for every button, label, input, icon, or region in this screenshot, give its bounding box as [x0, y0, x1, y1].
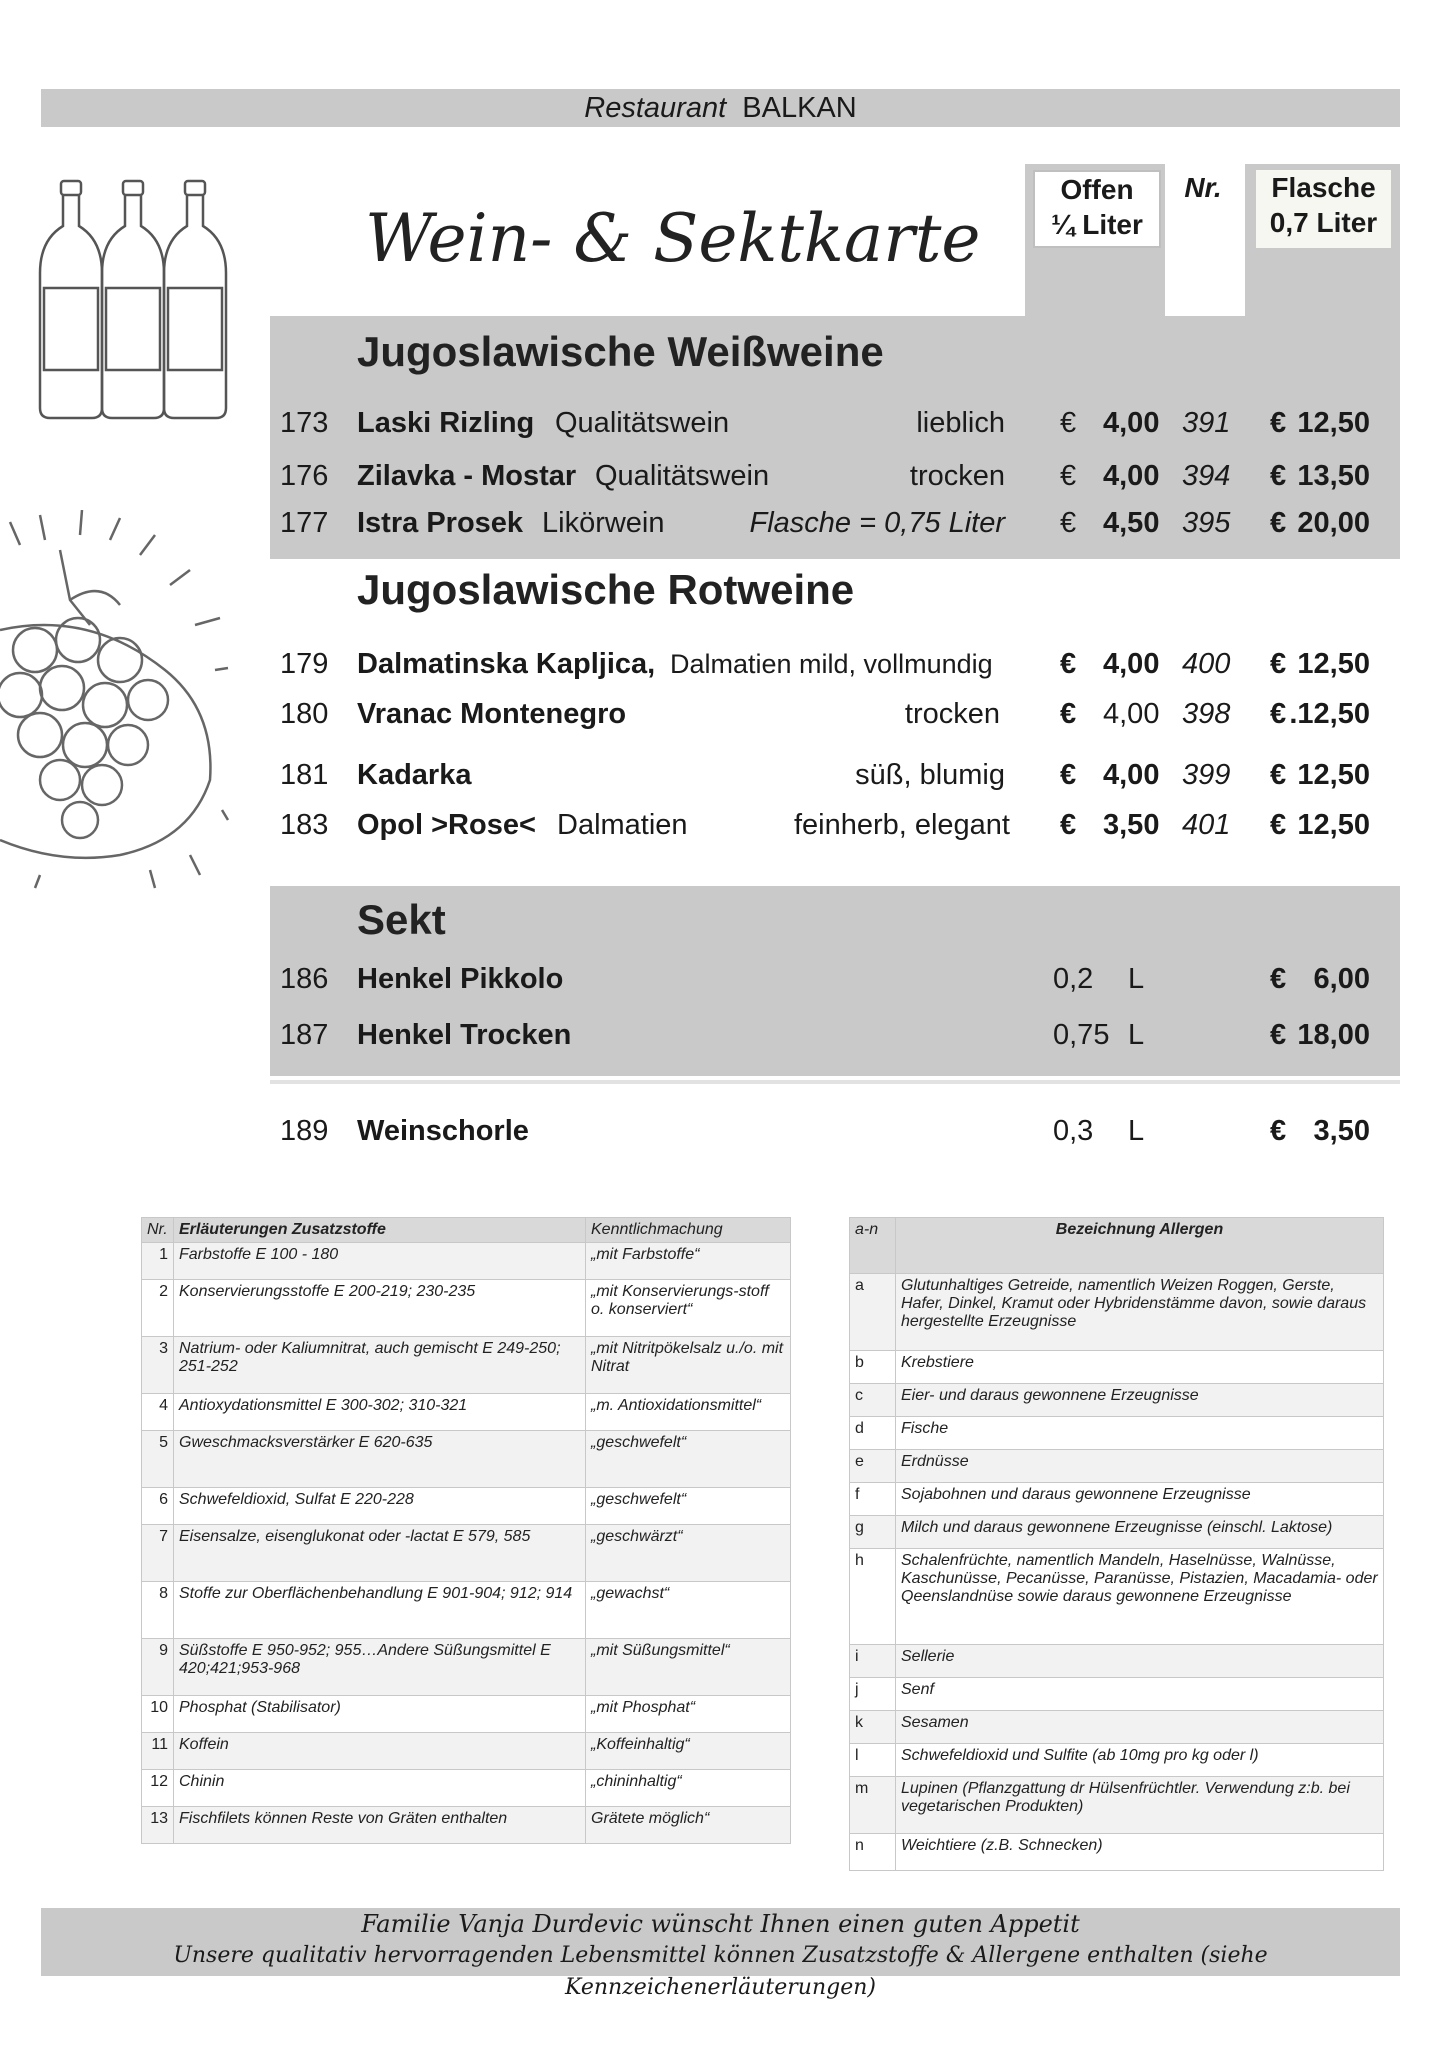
table-row: [142, 1431, 791, 1488]
additive-nr: 2: [142, 1280, 174, 1337]
wine-attribute: süß, blumig: [855, 759, 1005, 791]
table-row: [850, 1777, 1384, 1834]
allergen-desc: Schwefeldioxid und Sulfite (ab 10mg pro kg oder l): [896, 1744, 1384, 1777]
euro-sign: €: [1060, 460, 1077, 492]
sekt-number: 186: [280, 963, 329, 995]
euro-sign: €: [1060, 507, 1077, 539]
table-row: [850, 1351, 1384, 1384]
schorle-name: Weinschorle: [357, 1115, 529, 1147]
price-open: 4,00: [1103, 460, 1160, 492]
additives-head-nr: Nr.: [142, 1218, 174, 1243]
wine-number: 177: [280, 507, 329, 539]
additives-table: [141, 1217, 791, 1844]
wine-description: Qualitätswein: [595, 460, 770, 492]
euro-sign: €: [1270, 507, 1287, 539]
sekt-row: [270, 955, 1400, 1003]
sekt-number: 187: [280, 1019, 329, 1051]
price-bottle: 12,50: [1297, 407, 1370, 439]
wine-description: Dalmatien: [557, 809, 688, 841]
euro-sign: €: [1060, 759, 1077, 791]
additive-desc: Fischfilets können Reste von Gräten enthalten: [174, 1807, 586, 1844]
price-open: 4,50: [1103, 507, 1160, 539]
wine-attribute: trocken: [909, 460, 1005, 492]
wine-number: 181: [280, 759, 329, 791]
additive-desc: Süßstoffe E 950-952; 955…Andere Süßungsmittel E 420;421;953-968: [174, 1639, 586, 1696]
euro-sign: €: [1060, 407, 1077, 439]
flasche-label: Flasche: [1271, 172, 1376, 203]
sekt-quantity: 0,2: [1053, 963, 1094, 995]
table-row: [850, 1384, 1384, 1417]
additive-mark: „m. Antioxidationsmittel“: [586, 1394, 791, 1431]
table-row: [850, 1834, 1384, 1871]
wine-name: Kadarka: [357, 759, 472, 791]
wine-row: [270, 499, 1400, 547]
price-open: 4,00: [1103, 698, 1160, 730]
flasche-unit: 0,7 Liter: [1269, 207, 1378, 238]
bottle-nr: 400: [1182, 648, 1231, 680]
wine-row: [270, 452, 1400, 500]
wine-number: 180: [280, 698, 329, 730]
table-row: [142, 1280, 791, 1337]
allergen-desc: Sojabohnen und daraus gewonnene Erzeugnisse: [896, 1483, 1384, 1516]
additive-nr: 13: [142, 1807, 174, 1844]
allergen-letter: j: [850, 1678, 896, 1711]
additive-desc: Gweschmacksverstärker E 620-635: [174, 1431, 586, 1488]
euro-sign: €: [1270, 1019, 1287, 1051]
price-bottle: .12,50: [1289, 698, 1370, 730]
table-row: [850, 1274, 1384, 1351]
allergen-desc: Senf: [896, 1678, 1384, 1711]
schorle-number: 189: [280, 1115, 329, 1147]
euro-sign: €: [1270, 1115, 1287, 1147]
table-row: [142, 1394, 791, 1431]
grapes-icon: [0, 510, 230, 890]
table-row: [850, 1678, 1384, 1711]
table-row: [142, 1582, 791, 1639]
wine-attribute: Flasche = 0,75 Liter: [749, 507, 1005, 539]
additive-nr: 3: [142, 1337, 174, 1394]
additive-nr: 6: [142, 1488, 174, 1525]
offen-header: [1033, 170, 1161, 248]
price-bottle: 12,50: [1297, 759, 1370, 791]
additive-nr: 12: [142, 1770, 174, 1807]
restaurant-label: Restaurant: [584, 92, 727, 124]
bottle-nr: 395: [1182, 507, 1231, 539]
additive-desc: Phosphat (Stabilisator): [174, 1696, 586, 1733]
allergen-letter: a: [850, 1274, 896, 1351]
restaurant-bar: [41, 89, 1400, 127]
allergen-desc: Lupinen (Pflanzgattung dr Hülsenfrüchtler. Verwendung z:b. bei vegetarischen Produkten): [896, 1777, 1384, 1834]
allergen-desc: Erdnüsse: [896, 1450, 1384, 1483]
wine-row: [270, 690, 1400, 738]
divider: [270, 1080, 1400, 1084]
wine-name: Vranac Montenegro: [357, 698, 627, 730]
additive-mark: „mit Konservierungs-stoff o. konserviert“: [586, 1280, 791, 1337]
additive-mark: „mit Nitritpökelsalz u./o. mit Nitrat: [586, 1337, 791, 1394]
table-row: [850, 1711, 1384, 1744]
allergens-head-letter: a-n: [850, 1218, 896, 1274]
euro-sign: €: [1270, 407, 1287, 439]
euro-sign: €: [1060, 648, 1077, 680]
sekt-unit: L: [1128, 1019, 1145, 1051]
table-row: [142, 1696, 791, 1733]
additive-nr: 4: [142, 1394, 174, 1431]
table-row: [850, 1483, 1384, 1516]
additive-mark: „geschwefelt“: [586, 1431, 791, 1488]
sekt-unit: L: [1128, 963, 1145, 995]
price-open: 4,00: [1103, 407, 1160, 439]
sekt-quantity: 0,75: [1053, 1019, 1110, 1051]
additive-desc: Stoffe zur Oberflächenbehandlung E 901-904; 912; 914: [174, 1582, 586, 1639]
allergen-letter: g: [850, 1516, 896, 1549]
sekt-title: Sekt: [357, 896, 446, 943]
allergen-desc: Milch und daraus gewonnene Erzeugnisse (einschl. Laktose): [896, 1516, 1384, 1549]
white-wines-title: Jugoslawische Weißweine: [357, 328, 884, 375]
wine-description: Qualitätswein: [555, 407, 730, 439]
table-row: [142, 1488, 791, 1525]
sekt-name: Henkel Pikkolo: [357, 963, 564, 995]
price-bottle: 20,00: [1297, 507, 1370, 539]
allergen-letter: m: [850, 1777, 896, 1834]
additive-desc: Schwefeldioxid, Sulfat E 220-228: [174, 1488, 586, 1525]
allergen-desc: Glutunhaltiges Getreide, namentlich Weizen Roggen, Gerste, Hafer, Dinkel, Kramut oder Hybridenstämme davon, sowie daraus hergestellte Erzeugnisse: [896, 1274, 1384, 1351]
bottle-nr: 398: [1182, 698, 1231, 730]
sekt-price: 6,00: [1313, 963, 1370, 995]
additive-mark: „gewachst“: [586, 1582, 791, 1639]
wine-attribute: feinherb, elegant: [793, 809, 1010, 841]
allergen-desc: Weichtiere (z.B. Schnecken): [896, 1834, 1384, 1871]
additive-mark: „geschwefelt“: [586, 1488, 791, 1525]
wine-number: 179: [280, 648, 329, 680]
bottle-nr: 391: [1182, 407, 1231, 439]
price-bottle: 13,50: [1297, 460, 1370, 492]
sekt-name: Henkel Trocken: [357, 1019, 572, 1051]
wine-row: [270, 640, 1400, 688]
table-row: [142, 1525, 791, 1582]
additive-desc: Antioxydationsmittel E 300-302; 310-321: [174, 1394, 586, 1431]
additive-nr: 1: [142, 1243, 174, 1280]
wine-name: Laski Rizling: [357, 407, 535, 439]
price-bottle: 12,50: [1297, 648, 1370, 680]
additive-mark: Grätete möglich“: [586, 1807, 791, 1844]
additive-desc: Eisensalze, eisenglukonat oder -lactat E 579, 585: [174, 1525, 586, 1582]
schorle-price: 3,50: [1313, 1115, 1370, 1147]
price-open: 3,50: [1103, 809, 1160, 841]
wine-row: [270, 399, 1400, 447]
table-row: [850, 1645, 1384, 1678]
additive-nr: 5: [142, 1431, 174, 1488]
allergen-letter: k: [850, 1711, 896, 1744]
euro-sign: €: [1270, 809, 1287, 841]
wine-description: Likörwein: [542, 507, 665, 539]
price-open: 4,00: [1103, 648, 1160, 680]
bottle-nr: 399: [1182, 759, 1231, 791]
wine-name: Opol >Rose<: [357, 809, 536, 841]
schorle-row: [270, 1107, 1400, 1155]
allergen-desc: Eier- und daraus gewonnene Erzeugnisse: [896, 1384, 1384, 1417]
additive-nr: 7: [142, 1525, 174, 1582]
allergen-desc: Fische: [896, 1417, 1384, 1450]
additive-nr: 9: [142, 1639, 174, 1696]
wine-number: 173: [280, 407, 329, 439]
price-bottle: 12,50: [1297, 809, 1370, 841]
allergen-desc: Sellerie: [896, 1645, 1384, 1678]
schorle-quantity: 0,3: [1053, 1115, 1094, 1147]
bottle-nr: 394: [1182, 460, 1231, 492]
additive-mark: „chininhaltig“: [586, 1770, 791, 1807]
euro-sign: €: [1270, 963, 1287, 995]
euro-sign: €: [1270, 698, 1287, 730]
table-row: [850, 1450, 1384, 1483]
additive-nr: 8: [142, 1582, 174, 1639]
offen-unit: ¼ Liter: [1051, 209, 1143, 240]
footer-greeting: Familie Vanja Durdevic wünscht Ihnen einen guten Appetit: [361, 1910, 1080, 1938]
wine-attribute: lieblich: [916, 407, 1005, 439]
allergen-letter: c: [850, 1384, 896, 1417]
table-row: [142, 1770, 791, 1807]
offen-label: Offen: [1060, 174, 1134, 205]
additives-head-mark: Kenntlichmachung: [586, 1218, 791, 1243]
additive-nr: 11: [142, 1733, 174, 1770]
table-row: [850, 1417, 1384, 1450]
table-row: [142, 1243, 791, 1280]
wine-row: [270, 801, 1400, 849]
additive-desc: Chinin: [174, 1770, 586, 1807]
table-row: [142, 1733, 791, 1770]
additive-desc: Farbstoffe E 100 - 180: [174, 1243, 586, 1280]
table-row: [850, 1516, 1384, 1549]
nr-header: Nr.: [1184, 172, 1222, 203]
additive-mark: „mit Phosphat“: [586, 1696, 791, 1733]
flasche-header: [1256, 170, 1391, 248]
additive-mark: „mit Farbstoffe“: [586, 1243, 791, 1280]
wine-name: Zilavka - Mostar: [357, 460, 577, 492]
wine-number: 176: [280, 460, 329, 492]
allergen-letter: b: [850, 1351, 896, 1384]
wine-name: Istra Prosek: [357, 507, 524, 539]
allergen-letter: f: [850, 1483, 896, 1516]
bottle-nr: 401: [1182, 809, 1231, 841]
restaurant-name: BALKAN: [742, 92, 857, 124]
allergens-head-desc: Bezeichnung Allergen: [896, 1218, 1384, 1274]
euro-sign: €: [1270, 460, 1287, 492]
allergen-letter: n: [850, 1834, 896, 1871]
allergen-desc: Sesamen: [896, 1711, 1384, 1744]
allergen-letter: e: [850, 1450, 896, 1483]
allergen-letter: l: [850, 1744, 896, 1777]
menu-title: Wein- & Sektkarte: [365, 200, 981, 277]
additive-mark: „Koffeinhaltig“: [586, 1733, 791, 1770]
footer-note: Unsere qualitativ hervorragenden Lebensmittel können Zusatzstoffe & Allergene enthalten (siehe Kennzeichenerläuterungen): [173, 1943, 1268, 2000]
additive-desc: Natrium- oder Kaliumnitrat, auch gemischt E 249-250; 251-252: [174, 1337, 586, 1394]
sekt-price: 18,00: [1297, 1019, 1370, 1051]
red-wines-title: Jugoslawische Rotweine: [357, 566, 855, 613]
euro-sign: €: [1270, 759, 1287, 791]
wine-bottles-icon: [30, 178, 230, 423]
allergen-desc: Krebstiere: [896, 1351, 1384, 1384]
schorle-unit: L: [1128, 1115, 1145, 1147]
table-row: [142, 1639, 791, 1696]
additive-desc: Koffein: [174, 1733, 586, 1770]
allergen-letter: d: [850, 1417, 896, 1450]
additive-nr: 10: [142, 1696, 174, 1733]
additives-head-desc: Erläuterungen Zusatzstoffe: [174, 1218, 586, 1243]
additive-mark: „geschwärzt“: [586, 1525, 791, 1582]
table-row: [142, 1337, 791, 1394]
wine-number: 183: [280, 809, 329, 841]
wine-attribute: trocken: [904, 698, 1000, 730]
allergen-desc: Schalenfrüchte, namentlich Mandeln, Haselnüsse, Walnüsse, Kaschunüsse, Pecanüsse, Paranüsse, Pistazien, Macadamia- oder Qeenslandnüse sowie daraus gewonnene Erzeugnisse: [896, 1549, 1384, 1645]
euro-sign: €: [1270, 648, 1287, 680]
euro-sign: €: [1060, 809, 1077, 841]
additive-mark: „mit Süßungsmittel“: [586, 1639, 791, 1696]
additive-desc: Konservierungsstoffe E 200-219; 230-235: [174, 1280, 586, 1337]
allergens-table: [849, 1217, 1384, 1871]
wine-row: [270, 751, 1400, 799]
allergen-letter: i: [850, 1645, 896, 1678]
price-open: 4,00: [1103, 759, 1160, 791]
euro-sign: €: [1060, 698, 1077, 730]
footer-bar: [41, 1908, 1400, 2000]
wine-description: Dalmatien mild, vollmundig: [670, 649, 993, 679]
table-row: [142, 1807, 791, 1844]
sekt-row: [270, 1011, 1400, 1059]
allergen-letter: h: [850, 1549, 896, 1645]
table-row: [850, 1744, 1384, 1777]
table-row: [850, 1549, 1384, 1645]
wine-name: Dalmatinska Kapljica,: [357, 648, 656, 680]
